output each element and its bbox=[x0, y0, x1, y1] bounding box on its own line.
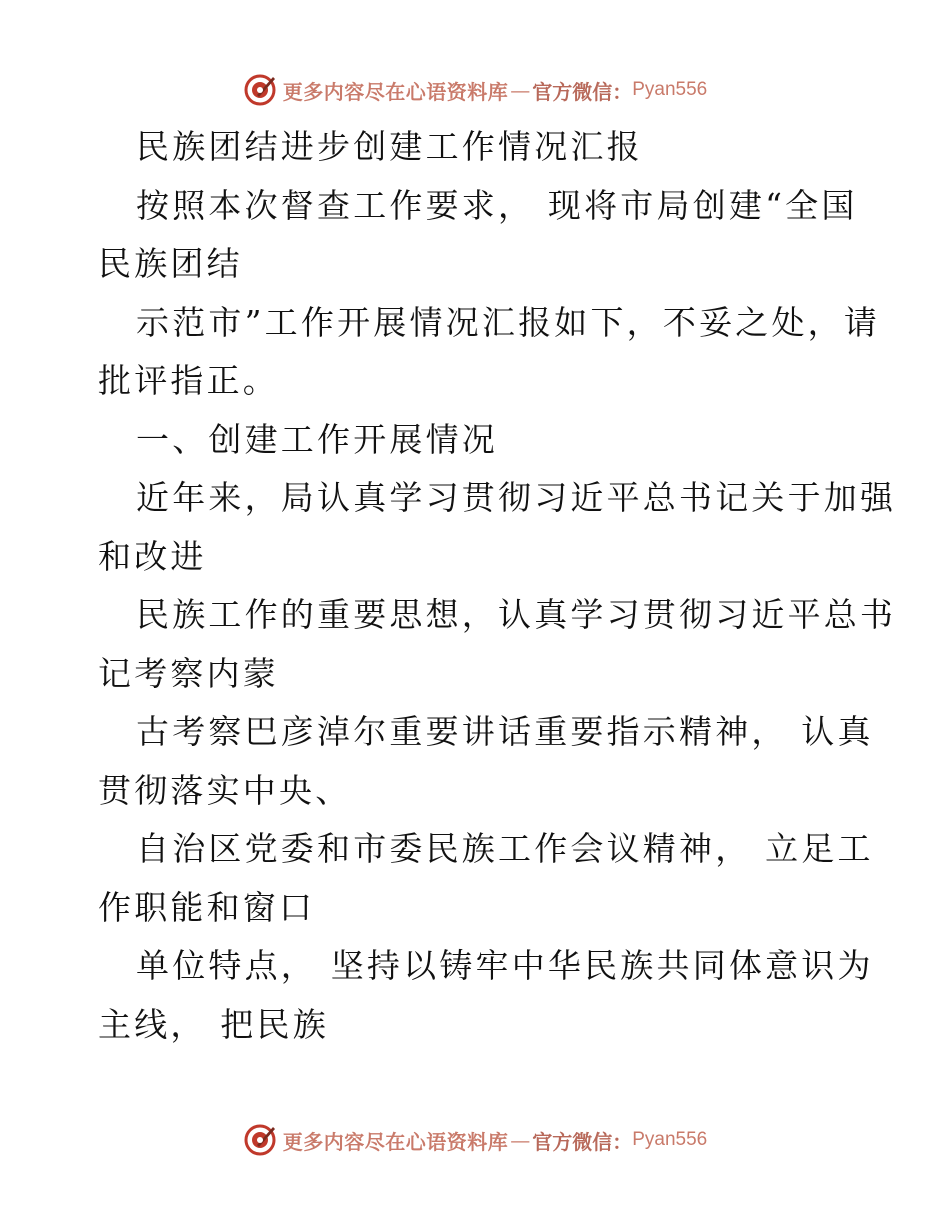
pen-logo-icon bbox=[243, 1123, 277, 1157]
banner-text: 更多内容尽在心语资料库 bbox=[282, 1129, 509, 1154]
paragraph-line: 示范市”工作开展情况汇报如下，不妥之处，请 bbox=[136, 302, 881, 342]
paragraph-line: 近年来，局认真学习贯彻习近平总书记关于加强 bbox=[136, 478, 897, 517]
paragraph-line: 古考察巴彦淖尔重要讲话重要指示精神， 认真 bbox=[136, 712, 874, 751]
pen-logo-icon bbox=[243, 73, 277, 107]
wechat-id: Pyan556 bbox=[632, 1129, 708, 1150]
paragraph-line: 自治区党委和市委民族工作会议精神， 立足工 bbox=[136, 829, 874, 868]
footer-banner bbox=[0, 1120, 950, 1160]
header-banner bbox=[0, 70, 950, 110]
banner-text: 更多内容尽在心语资料库 bbox=[282, 79, 509, 104]
paragraph-line: 和改进 bbox=[98, 536, 207, 576]
document-body bbox=[98, 118, 897, 1054]
paragraph-line: 单位特点， 坚持以铸牢中华民族共同体意识为 bbox=[136, 946, 874, 985]
paragraph-line: 贯彻落实中央、 bbox=[98, 770, 352, 810]
paragraph-line: 记考察内蒙 bbox=[98, 653, 279, 693]
paragraph-line: 民族工作的重要思想，认真学习贯彻习近平总书 bbox=[136, 595, 897, 634]
wechat-label: 官方微信： bbox=[532, 1129, 633, 1154]
wechat-id: Pyan556 bbox=[632, 79, 708, 100]
wechat-label: 官方微信： bbox=[532, 79, 633, 104]
paragraph-line: 民族团结 bbox=[98, 244, 243, 283]
section-heading: 一、创建工作开展情况 bbox=[136, 419, 498, 459]
document-title: 民族团结进步创建工作情况汇报 bbox=[136, 127, 643, 166]
paragraph-line: 主线， 把民族 bbox=[98, 1004, 329, 1044]
paragraph-line: 批评指正。 bbox=[98, 361, 279, 400]
paragraph-line: 按照本次督查工作要求， 现将市局创建“全国 bbox=[136, 185, 858, 225]
banner-separator: — bbox=[510, 1128, 531, 1152]
banner-separator: — bbox=[510, 78, 531, 102]
paragraph-line: 作职能和窗口 bbox=[98, 887, 316, 927]
